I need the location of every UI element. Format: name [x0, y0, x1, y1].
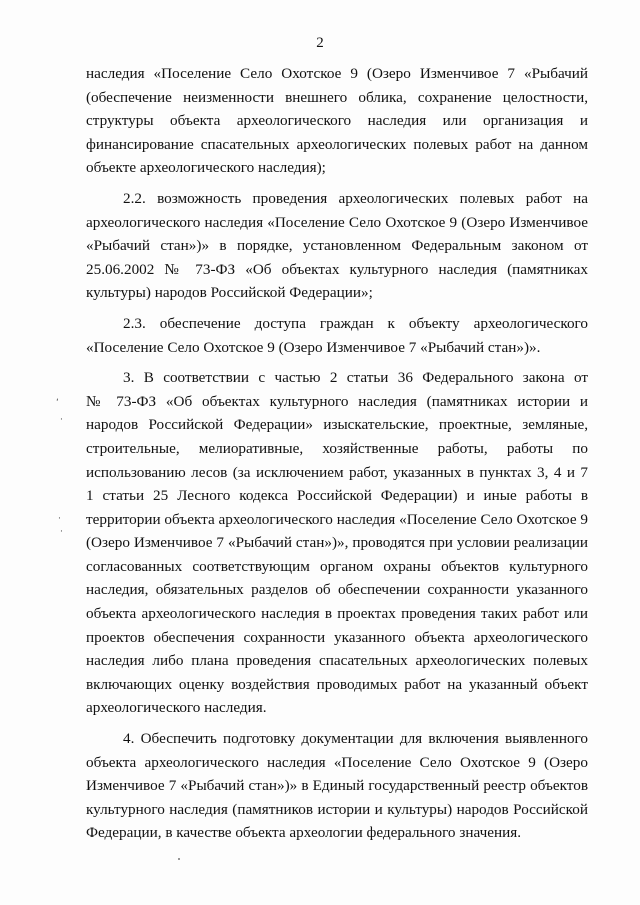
text-line: объекта археологического наследия «Поселение Село Охотское 9 (Озеро	[86, 753, 588, 771]
text-line: 2.3. обеспечение доступа граждан к объекту археологического	[123, 314, 588, 332]
text-line: «Поселение Село Охотское 9 (Озеро Изменчивое 7 «Рыбачий стан»)».	[86, 338, 541, 356]
text-line: 1 статьи 25 Лесного кодекса Российской Федерации) и иные работы в	[86, 487, 588, 505]
text-line: 4. Обеспечить подготовку документации для включения выявленного	[123, 730, 588, 748]
text-line: наследия либо плана проведения спасательных археологических полевых	[86, 652, 588, 670]
text-line: использованию лесов (за исключением работ, указанных в пунктах 3, 4 и 7	[86, 463, 588, 481]
text-line: 25.06.2002 № 73-ФЗ «Об объектах культурного наследия (памятниках	[86, 260, 588, 278]
margin-mark: ‘	[56, 398, 59, 408]
text-line: включающих оценку воздействия проводимых работ на указанный объект	[86, 675, 588, 693]
text-line: 2.2. возможность проведения археологических полевых работ на	[123, 189, 588, 207]
text-line: согласованных соответствующим органом охраны объектов культурного	[86, 557, 588, 575]
text-line: территории объекта археологического наследия «Поселение Село Охотское 9	[86, 510, 588, 528]
text-line: «Рыбачий стан»)» в порядке, установленном Федеральным законом от	[86, 237, 588, 255]
text-line: объекта археологического наследия в проектах проведения таких работ или	[86, 605, 588, 623]
text-line: финансирование спасательных археологических полевых работ на данном	[86, 135, 588, 153]
scan-speck	[178, 858, 180, 860]
text-line: проектов обеспечения сохранности указанного объекта археологического	[86, 628, 588, 646]
text-line: культурного наследия (памятников истории и культуры) народов Российской	[86, 800, 588, 818]
page-number: 2	[316, 35, 324, 51]
text-line: народов Российской Федерации» изыскательские, проектные, земляные,	[86, 416, 588, 434]
text-line: строительные, мелиоративные, хозяйственные работы, работы по	[86, 439, 588, 457]
text-line: наследия, обязательных разделов об обеспечении сохранности указанного	[86, 581, 588, 599]
margin-mark: ·	[60, 415, 63, 425]
margin-mark: ⋅	[58, 514, 61, 524]
text-line: № 73-ФЗ «Об объектах культурного наследия (памятниках истории и	[86, 392, 588, 410]
text-line: (обеспечение неизменности внешнего облика, сохранение целостности,	[86, 88, 588, 106]
text-line: культуры) народов Российской Федерации»;	[86, 284, 373, 302]
text-line: (Озеро Изменчивое 7 «Рыбачий стан»)», проводятся при условии реализации	[86, 534, 588, 552]
text-line: объекте археологического наследия);	[86, 159, 326, 177]
text-line: археологического наследия.	[86, 699, 267, 717]
text-line: 3. В соответствии с частью 2 статьи 36 Федерального закона от	[123, 369, 588, 387]
margin-mark: ·	[60, 527, 63, 537]
text-line: наследия «Поселение Село Охотское 9 (Озеро Изменчивое 7 «Рыбачий	[86, 65, 588, 82]
text-line: Изменчивое 7 «Рыбачий стан»)» в Единый государственный реестр объектов	[86, 777, 588, 795]
text-line: Федерации, в качестве объекта археологии федерального значения.	[86, 824, 521, 842]
document-body	[86, 62, 588, 845]
text-line: структуры объекта археологического наследия или организация и	[86, 112, 588, 130]
text-line: археологического наследия «Поселение Село Охотское 9 (Озеро Изменчивое	[86, 213, 588, 231]
